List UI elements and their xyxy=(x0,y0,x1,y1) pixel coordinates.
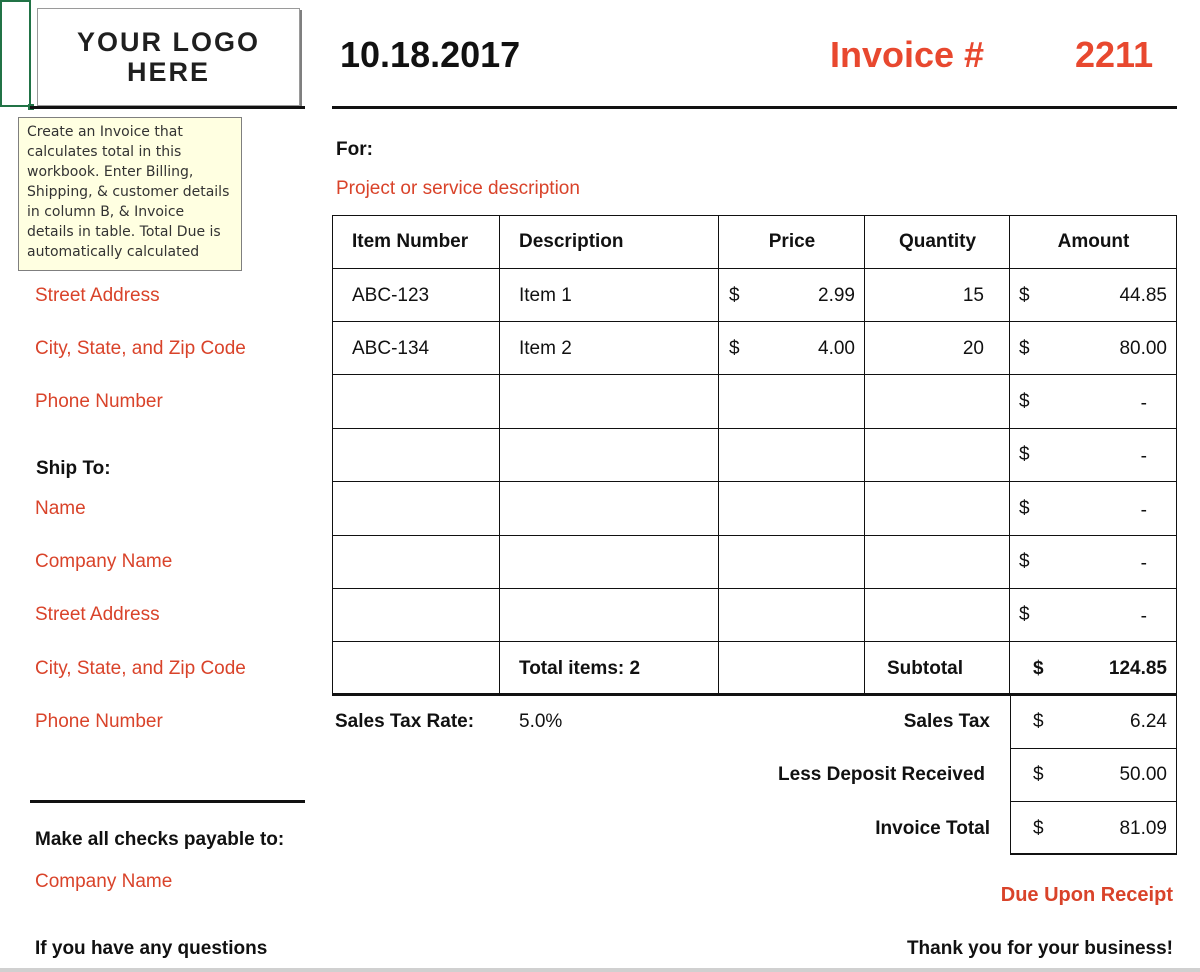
subtotal-currency: $ xyxy=(1033,658,1044,679)
table-cell-price[interactable]: 4.00 xyxy=(818,338,855,359)
checks-payable-label: Make all checks payable to: xyxy=(35,829,285,850)
invoice-table xyxy=(332,215,1177,695)
col-header-quantity: Quantity xyxy=(898,231,977,252)
ship-city-field[interactable]: City, State, and Zip Code xyxy=(35,658,246,679)
sheet-bottom-edge xyxy=(0,968,1200,972)
table-cell-description[interactable]: Item 2 xyxy=(519,338,572,359)
deposit-value[interactable]: 50.00 xyxy=(1119,764,1167,785)
table-cell-amount-currency: $ xyxy=(1019,338,1030,359)
bill-city-field[interactable]: City, State, and Zip Code xyxy=(35,338,246,359)
ship-name-field[interactable]: Name xyxy=(35,498,86,519)
divider xyxy=(332,106,1177,109)
table-cell-amount-currency: $ xyxy=(1019,498,1030,519)
table-cell-amount: - xyxy=(1140,446,1147,467)
invoice-number-label: Invoice # xyxy=(830,34,985,75)
sales-tax-currency: $ xyxy=(1033,711,1044,732)
table-cell-amount-currency: $ xyxy=(1019,444,1030,465)
questions-label: If you have any questions xyxy=(35,938,268,959)
table-cell-price[interactable]: 2.99 xyxy=(818,285,855,306)
table-cell-quantity[interactable]: 15 xyxy=(962,285,984,306)
table-cell-price-currency: $ xyxy=(729,338,740,359)
table-cell-amount-currency: $ xyxy=(1019,285,1030,306)
totals-box-right-border xyxy=(1176,695,1177,855)
subtotal-label: Subtotal xyxy=(887,658,963,679)
divider xyxy=(30,800,305,803)
total-items-label: Total items: 2 xyxy=(519,658,641,679)
deposit-currency: $ xyxy=(1033,764,1044,785)
sales-tax-label: Sales Tax xyxy=(903,711,990,732)
table-cell-amount: - xyxy=(1140,393,1147,414)
table-cell-amount: - xyxy=(1140,606,1147,627)
project-description-field[interactable]: Project or service description xyxy=(336,178,580,199)
table-cell-item[interactable]: ABC-134 xyxy=(352,338,430,359)
table-cell-item[interactable]: ABC-123 xyxy=(352,285,430,306)
table-cell-amount-currency: $ xyxy=(1019,604,1030,625)
sales-tax-rate-field[interactable]: 5.0% xyxy=(519,711,563,732)
totals-box-divider xyxy=(1010,801,1177,802)
for-label: For: xyxy=(336,139,373,160)
invoice-number[interactable]: 2211 xyxy=(1075,34,1154,75)
bill-street-field[interactable]: Street Address xyxy=(35,285,160,306)
divider xyxy=(30,106,305,109)
bill-phone-field[interactable]: Phone Number xyxy=(35,391,163,412)
cell-comment-tooltip: Create an Invoice that calculates total in this workbook. Enter Billing, Shipping, & customer details in column B, & Invoice details in table. Total Due is automatically calculated xyxy=(18,117,242,271)
table-cell-amount: - xyxy=(1140,500,1147,521)
selected-cell[interactable] xyxy=(0,0,31,107)
table-cell-quantity[interactable]: 20 xyxy=(962,338,984,359)
checks-company-field[interactable]: Company Name xyxy=(35,871,173,892)
ship-street-field[interactable]: Street Address xyxy=(35,604,160,625)
invoice-total-label: Invoice Total xyxy=(875,818,990,839)
sales-tax-rate-label: Sales Tax Rate: xyxy=(335,711,475,732)
col-header-amount: Amount xyxy=(1057,231,1130,252)
subtotal-value: 124.85 xyxy=(1108,658,1167,679)
due-upon-receipt: Due Upon Receipt xyxy=(1000,884,1173,906)
totals-box-bottom-border xyxy=(1010,853,1177,855)
thank-you-note: Thank you for your business! xyxy=(906,938,1173,959)
table-cell-amount-currency: $ xyxy=(1019,391,1030,412)
sales-tax-value: 6.24 xyxy=(1130,711,1167,732)
table-cell-price-currency: $ xyxy=(729,285,740,306)
table-cell-amount: - xyxy=(1140,553,1147,574)
logo-placeholder xyxy=(37,8,300,106)
ship-company-field[interactable]: Company Name xyxy=(35,551,173,572)
totals-box-left-border xyxy=(1010,695,1011,855)
col-header-description: Description xyxy=(519,231,624,252)
col-header-item-number: Item Number xyxy=(352,231,469,252)
logo-text: YOUR LOGO HERE xyxy=(76,27,260,87)
ship-to-label: Ship To: xyxy=(36,458,111,479)
table-cell-amount-currency: $ xyxy=(1019,551,1030,572)
ship-phone-field[interactable]: Phone Number xyxy=(35,711,163,732)
totals-box-divider xyxy=(1010,748,1177,749)
table-cell-description[interactable]: Item 1 xyxy=(519,285,572,306)
invoice-total-currency: $ xyxy=(1033,818,1044,839)
table-cell-amount: 80.00 xyxy=(1119,338,1167,359)
col-header-price: Price xyxy=(768,231,816,252)
invoice-date[interactable]: 10.18.2017 xyxy=(340,34,521,75)
invoice-total-value: 81.09 xyxy=(1119,818,1167,839)
deposit-label: Less Deposit Received xyxy=(778,764,985,785)
table-cell-amount: 44.85 xyxy=(1119,285,1167,306)
